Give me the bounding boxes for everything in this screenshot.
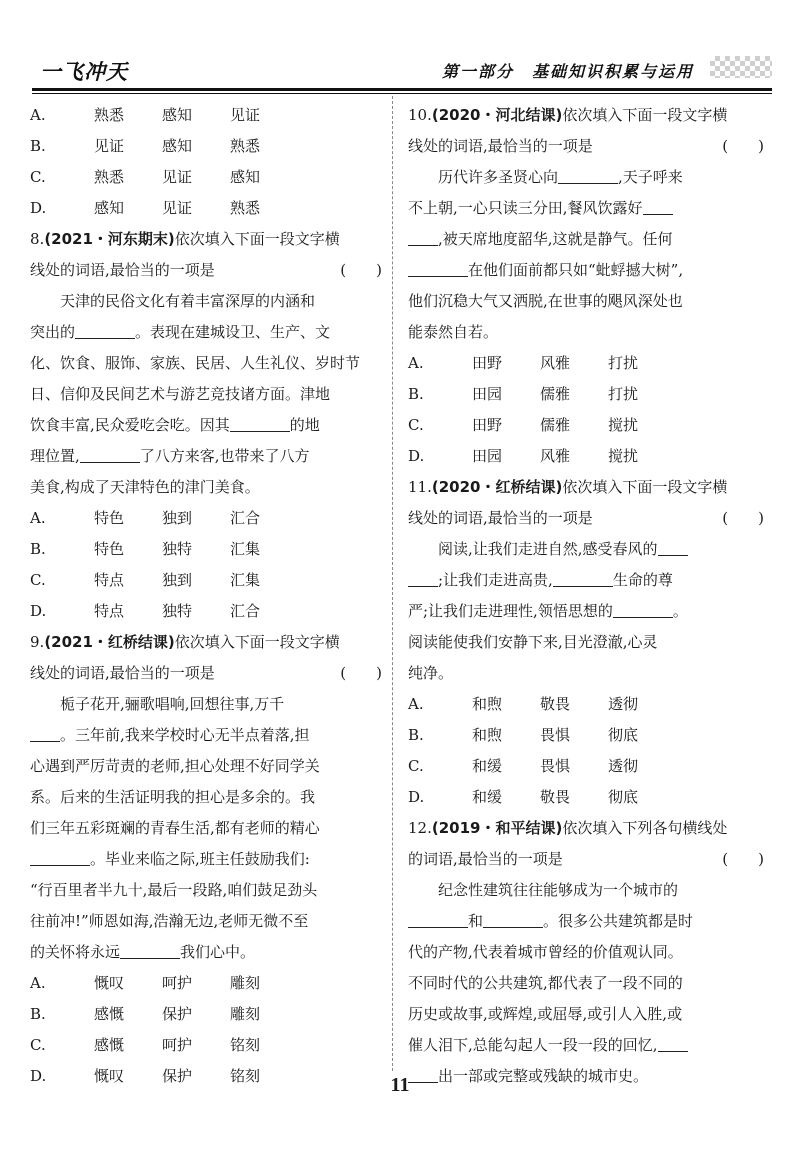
passage-text: 。毕业来临之际,班主任鼓励我们: <box>90 850 310 868</box>
option-row <box>30 100 386 131</box>
option-word: 感慨 <box>94 1036 125 1054</box>
fill-blank <box>408 227 438 246</box>
option-word: 特色 <box>94 540 125 558</box>
passage-text: ,天子呼来 <box>618 168 683 186</box>
question-stem <box>408 100 768 131</box>
option-word: 铭刻 <box>230 1067 261 1085</box>
passage-text: ;让我们走进高贵, <box>438 571 553 589</box>
passage-text: 他们沉稳大气又洒脱,在世事的飓风深处也 <box>408 292 683 310</box>
stem-text: 线处的词语,最恰当的一项是 <box>408 137 593 155</box>
stem-text: 依次填入下列各句横线处 <box>562 819 728 837</box>
passage-line <box>408 999 768 1030</box>
option-word: 见证 <box>230 106 261 124</box>
brand-logo: 一飞冲天 <box>40 60 128 84</box>
option-word: 搅扰 <box>608 447 639 465</box>
stem-text: 依次填入下面一段文字横 <box>174 633 340 651</box>
question-stem <box>408 813 768 844</box>
section-title: 第一部分 基础知识积累与运用 <box>441 62 694 81</box>
passage-text: 饮食丰富,民众爱吃会吃。因其 <box>30 416 230 434</box>
option-row <box>30 968 386 999</box>
option-word: 汇合 <box>230 509 261 527</box>
option-word: 感知 <box>230 168 261 186</box>
option-word: 见证 <box>162 199 193 217</box>
passage-line <box>30 720 386 751</box>
option-row <box>408 348 768 379</box>
column-divider <box>392 96 393 1071</box>
fill-blank <box>120 940 180 959</box>
option-word: 感知 <box>94 199 125 217</box>
option-word: 铭刻 <box>230 1036 261 1054</box>
passage-text: 纯净。 <box>408 664 454 682</box>
passage-text: 能泰然自若。 <box>408 323 499 341</box>
question-source: (2021・河东期末) <box>44 230 175 248</box>
option-row <box>30 565 386 596</box>
option-word: 慨叹 <box>94 1067 125 1085</box>
stem-text: 的词语,最恰当的一项是 <box>408 850 563 868</box>
option-word: 和缓 <box>472 788 503 806</box>
option-word: 特点 <box>94 602 125 620</box>
option-row <box>408 410 768 441</box>
option-label: A. <box>30 106 46 124</box>
option-word: 畏惧 <box>540 757 571 775</box>
passage-text: 心遇到严厉苛责的老师,担心处理不好同学关 <box>30 757 320 775</box>
option-word: 彻底 <box>608 788 639 806</box>
option-row <box>30 162 386 193</box>
stem-text: 线处的词语,最恰当的一项是 <box>408 509 593 527</box>
passage-line <box>30 348 386 379</box>
option-word: 和缓 <box>472 757 503 775</box>
option-label: A. <box>408 695 424 713</box>
passage-line <box>408 286 768 317</box>
page-number: 11 <box>390 1074 410 1096</box>
passage-text: 美食,构成了天津特色的津门美食。 <box>30 478 260 496</box>
question-source: (2020・红桥结课) <box>431 478 563 496</box>
option-word: 慨叹 <box>94 974 125 992</box>
page-header <box>32 52 772 86</box>
fill-blank <box>643 196 673 215</box>
option-label: C. <box>30 571 46 589</box>
option-word: 见证 <box>162 168 193 186</box>
header-rule <box>32 88 772 91</box>
option-word: 透彻 <box>608 695 639 713</box>
passage-text: 往前冲!”师恩如海,浩瀚无边,老师无微不至 <box>30 912 309 930</box>
left-column <box>30 100 386 1092</box>
passage-text: 们三年五彩斑斓的青春生活,都有老师的精心 <box>30 819 320 837</box>
fill-blank <box>658 1033 688 1052</box>
option-word: 透彻 <box>608 757 639 775</box>
passage-text: 和 <box>468 912 484 930</box>
passage-text: ,被天席地度韶华,这就是静气。任何 <box>438 230 673 248</box>
answer-paren: ( ) <box>722 509 764 527</box>
option-label: C. <box>30 168 46 186</box>
passage-line <box>408 565 768 596</box>
option-word: 风雅 <box>540 354 571 372</box>
passage-text: 。表现在建城设卫、生产、文 <box>135 323 331 341</box>
option-label: D. <box>30 199 47 217</box>
question-source: (2019・和平结课) <box>431 819 563 837</box>
option-word: 畏惧 <box>540 726 571 744</box>
option-row <box>30 503 386 534</box>
option-word: 田园 <box>472 385 503 403</box>
option-word: 熟悉 <box>230 137 261 155</box>
question-number: 10. <box>408 106 432 124</box>
option-label: A. <box>30 509 46 527</box>
passage-line <box>30 317 386 348</box>
option-word: 田野 <box>472 416 503 434</box>
passage-text: 代的产物,代表着城市曾经的价值观认同。 <box>408 943 683 961</box>
option-row <box>30 1030 386 1061</box>
option-word: 感慨 <box>94 1005 125 1023</box>
fill-blank <box>30 847 90 866</box>
passage-line <box>408 1030 768 1061</box>
stem-text: 线处的词语,最恰当的一项是 <box>30 261 215 279</box>
option-word: 和煦 <box>472 695 503 713</box>
option-word: 田野 <box>472 354 503 372</box>
passage-line <box>30 875 386 906</box>
passage-line <box>408 193 768 224</box>
passage-line <box>408 875 768 906</box>
option-word: 敬畏 <box>540 788 571 806</box>
option-word: 汇集 <box>230 571 261 589</box>
passage-line <box>408 658 768 689</box>
passage-text: 的关怀将永远 <box>30 943 121 961</box>
option-label: D. <box>408 447 425 465</box>
passage-text: 在他们面前都只如“蚍蜉撼大树”, <box>468 261 684 279</box>
passage-text: 系。后来的生活证明我的担心是多余的。我 <box>30 788 316 806</box>
option-word: 特点 <box>94 571 125 589</box>
question-stem <box>408 503 768 534</box>
option-label: A. <box>408 354 424 372</box>
fill-blank <box>408 909 468 928</box>
passage-text: 出一部或完整或残缺的城市史。 <box>438 1067 649 1085</box>
passage-text: 我们心中。 <box>180 943 256 961</box>
passage-line <box>30 689 386 720</box>
passage-text: 栀子花开,骊歌唱响,回想往事,万千 <box>60 695 285 713</box>
passage-text: 纪念性建筑往往能够成为一个城市的 <box>438 881 679 899</box>
option-word: 保护 <box>162 1067 193 1085</box>
option-label: C. <box>408 757 424 775</box>
fill-blank <box>408 258 468 277</box>
option-word: 见证 <box>94 137 125 155</box>
fill-blank <box>658 537 688 556</box>
option-word: 独特 <box>162 602 193 620</box>
passage-text: 了八方来客,也带来了八方 <box>139 447 310 465</box>
passage-line <box>30 410 386 441</box>
passage-line <box>408 224 768 255</box>
passage-line <box>30 844 386 875</box>
option-label: D. <box>30 1067 47 1085</box>
option-word: 呵护 <box>162 974 193 992</box>
option-word: 搅扰 <box>608 416 639 434</box>
passage-text: 的地 <box>289 416 320 434</box>
option-row <box>408 441 768 472</box>
stem-text: 依次填入下面一段文字横 <box>174 230 340 248</box>
option-row <box>408 751 768 782</box>
option-word: 儒雅 <box>540 385 571 403</box>
fill-blank <box>408 568 438 587</box>
passage-text: 。 <box>672 602 688 620</box>
question-number: 9. <box>30 633 45 651</box>
stem-text: 线处的词语,最恰当的一项是 <box>30 664 215 682</box>
option-label: B. <box>30 1005 46 1023</box>
passage-line <box>30 286 386 317</box>
option-word: 呵护 <box>162 1036 193 1054</box>
header-rule-thin <box>32 93 772 94</box>
option-label: C. <box>30 1036 46 1054</box>
option-row <box>408 782 768 813</box>
question-10 <box>408 100 768 472</box>
passage-line <box>408 317 768 348</box>
passage-text: 化、饮食、服饰、家族、民居、人生礼仪、岁时节 <box>30 354 361 372</box>
option-word: 独到 <box>162 509 193 527</box>
question-stem <box>30 627 386 658</box>
option-word: 感知 <box>162 137 193 155</box>
option-word: 独特 <box>162 540 193 558</box>
right-column <box>408 100 768 1092</box>
option-word: 熟悉 <box>94 106 125 124</box>
option-word: 汇合 <box>230 602 261 620</box>
option-label: C. <box>408 416 424 434</box>
passage-text: 历代许多圣贤心向 <box>438 168 559 186</box>
passage-line <box>408 627 768 658</box>
question-12 <box>408 813 768 1092</box>
option-word: 打扰 <box>608 385 639 403</box>
passage-line <box>30 813 386 844</box>
question-stem <box>30 224 386 255</box>
passage-line <box>408 596 768 627</box>
fill-blank <box>613 599 673 618</box>
passage-text: 催人泪下,总能勾起人一段一段的回忆, <box>408 1036 658 1054</box>
question-number: 12. <box>408 819 432 837</box>
question-stem <box>30 658 386 689</box>
q7-options <box>30 100 386 224</box>
answer-paren: ( ) <box>340 261 382 279</box>
passage-line <box>408 534 768 565</box>
option-row <box>30 999 386 1030</box>
fill-blank <box>75 320 135 339</box>
stem-text: 依次填入下面一段文字横 <box>562 478 728 496</box>
passage-text: 天津的民俗文化有着丰富深厚的内涵和 <box>60 292 316 310</box>
option-row <box>30 534 386 565</box>
option-word: 田园 <box>472 447 503 465</box>
option-label: A. <box>30 974 46 992</box>
stem-text: 依次填入下面一段文字横 <box>562 106 728 124</box>
passage-line <box>30 379 386 410</box>
passage-line <box>30 472 386 503</box>
fill-blank <box>80 444 140 463</box>
fill-blank <box>30 723 60 742</box>
fill-blank <box>483 909 543 928</box>
passage-line <box>30 937 386 968</box>
option-label: D. <box>408 788 425 806</box>
option-row <box>30 193 386 224</box>
question-11 <box>408 472 768 813</box>
passage-line <box>30 782 386 813</box>
option-row <box>408 379 768 410</box>
option-word: 独到 <box>162 571 193 589</box>
passage-text: 日、信仰及民间艺术与游艺竞技诸方面。津地 <box>30 385 331 403</box>
question-number: 11. <box>408 478 432 496</box>
option-word: 敬畏 <box>540 695 571 713</box>
fill-blank <box>558 165 618 184</box>
question-stem <box>30 255 386 286</box>
passage-text: 阅读能使我们安静下来,目光澄澈,心灵 <box>408 633 658 651</box>
option-label: D. <box>30 602 47 620</box>
answer-paren: ( ) <box>340 664 382 682</box>
question-number: 8. <box>30 230 45 248</box>
question-9 <box>30 627 386 1092</box>
fill-blank <box>230 413 290 432</box>
passage-text: 阅读,让我们走进自然,感受春风的 <box>438 540 658 558</box>
option-word: 打扰 <box>608 354 639 372</box>
option-word: 和煦 <box>472 726 503 744</box>
option-row <box>30 131 386 162</box>
answer-paren: ( ) <box>722 850 764 868</box>
option-word: 雕刻 <box>230 974 261 992</box>
option-label: B. <box>30 540 46 558</box>
passage-text: 理位置, <box>30 447 80 465</box>
option-word: 感知 <box>162 106 193 124</box>
option-word: 熟悉 <box>230 199 261 217</box>
passage-text: 不同时代的公共建筑,都代表了一段不同的 <box>408 974 683 992</box>
option-label: B. <box>30 137 46 155</box>
question-stem <box>408 131 768 162</box>
option-row <box>408 689 768 720</box>
passage-line <box>408 968 768 999</box>
passage-line <box>30 751 386 782</box>
passage-line <box>408 162 768 193</box>
option-word: 儒雅 <box>540 416 571 434</box>
fill-blank <box>553 568 613 587</box>
passage-line <box>30 441 386 472</box>
passage-text: 不上朝,一心只读三分田,餐风饮露好 <box>408 199 643 217</box>
option-word: 熟悉 <box>94 168 125 186</box>
question-8 <box>30 224 386 627</box>
passage-text: “行百里者半九十,最后一段路,咱们鼓足劲头 <box>30 881 318 899</box>
passage-text: 突出的 <box>30 323 76 341</box>
question-stem <box>408 472 768 503</box>
passage-text: 。很多公共建筑都是时 <box>543 912 694 930</box>
question-stem <box>408 844 768 875</box>
passage-text: 严;让我们走进理性,领悟思想的 <box>408 602 613 620</box>
passage-text: 生命的尊 <box>612 571 673 589</box>
option-word: 彻底 <box>608 726 639 744</box>
option-row <box>408 720 768 751</box>
question-source: (2020・河北结课) <box>431 106 563 124</box>
option-word: 保护 <box>162 1005 193 1023</box>
passage-line <box>408 906 768 937</box>
option-label: B. <box>408 385 424 403</box>
option-label: B. <box>408 726 424 744</box>
passage-line <box>408 937 768 968</box>
question-source: (2021・红桥结课) <box>44 633 175 651</box>
answer-paren: ( ) <box>722 137 764 155</box>
checker-decoration <box>710 56 772 78</box>
option-word: 雕刻 <box>230 1005 261 1023</box>
option-word: 特色 <box>94 509 125 527</box>
passage-line <box>408 255 768 286</box>
option-row <box>30 596 386 627</box>
passage-line <box>30 906 386 937</box>
option-word: 风雅 <box>540 447 571 465</box>
passage-text: 历史或故事,或辉煌,或屈辱,或引人入胜,或 <box>408 1005 683 1023</box>
passage-text: 。三年前,我来学校时心无半点着落,担 <box>60 726 310 744</box>
option-word: 汇集 <box>230 540 261 558</box>
